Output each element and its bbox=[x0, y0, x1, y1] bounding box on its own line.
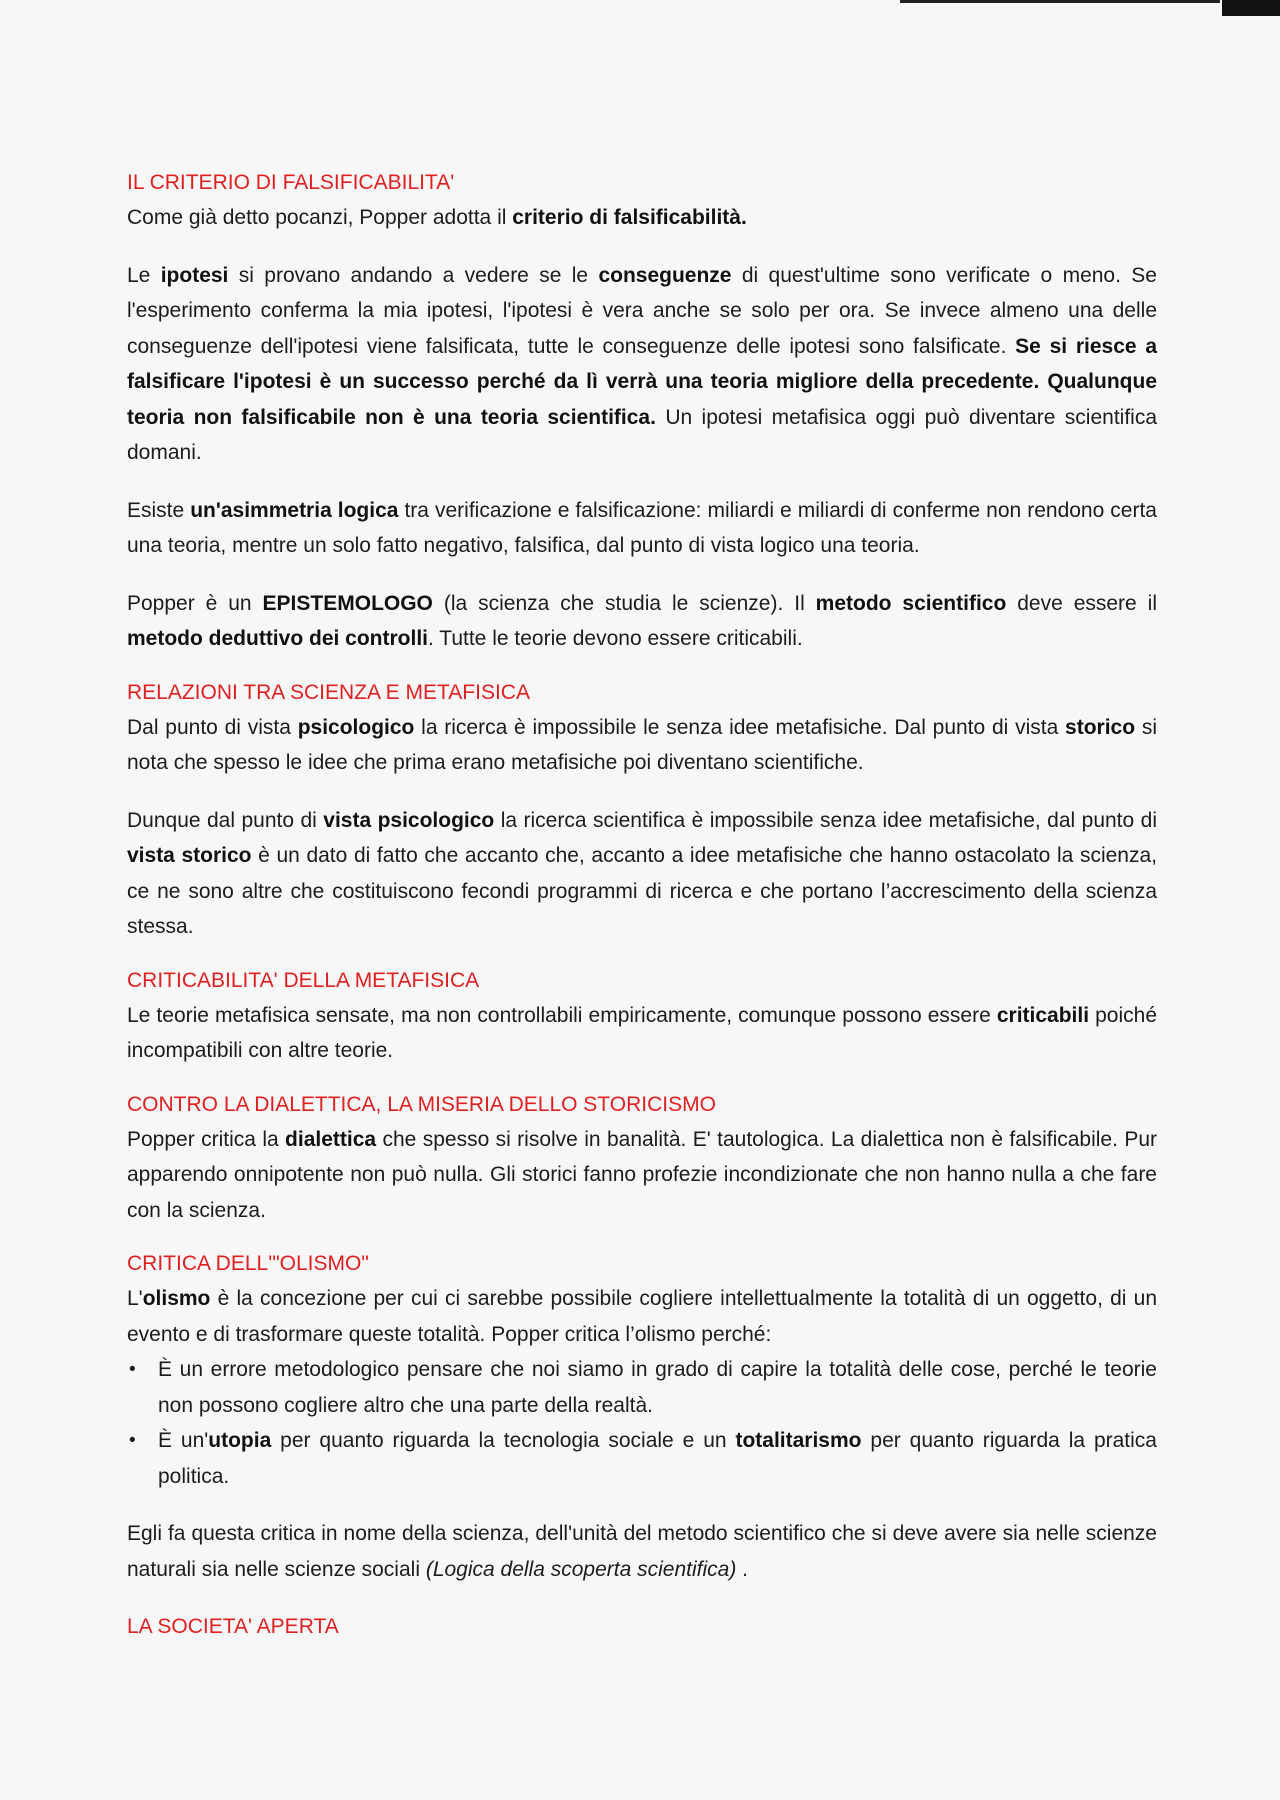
bullet-icon: • bbox=[129, 1359, 136, 1380]
paragraph bbox=[127, 586, 1157, 657]
text: È un' bbox=[158, 1429, 209, 1452]
bold-text: totalitarismo bbox=[735, 1429, 862, 1452]
text: la ricerca è impossibile le senza idee metafisiche. Dal punto di vista bbox=[414, 715, 1066, 739]
text: tra verificazione e falsificazione: miliardi e miliardi di conferme non rendono certa una teoria, mentre un solo fatto negativo, falsifica, dal punto di vista logico una teoria. bbox=[127, 498, 1157, 557]
paragraph bbox=[127, 710, 1157, 781]
text: la ricerca scientifica è impossibile senza idee metafisiche, dal punto di bbox=[494, 808, 1157, 832]
text: è un dato di fatto che accanto che, accanto a idee metafisiche che hanno ostacolato la scienza, ce ne sono altre che costituiscono fecondi programmi di ricerca e che portano l’accrescimento della scienza stessa. bbox=[127, 844, 1157, 938]
text: è la concezione per cui ci sarebbe possibile cogliere intellettualmente la totalità di un oggetto, di un evento e di trasformare queste totalità. Popper critica l’olismo perché: bbox=[127, 1287, 1157, 1346]
text: di quest'ultime sono verificate o meno. Se l'esperimento conferma la mia ipotesi, l'ipotesi è vera anche se solo per ora. Se invece almeno una delle conseguenze dell'ipotesi viene falsificata, tutte le conseguenze delle ipotesi sono falsificate. bbox=[127, 263, 1157, 358]
text: deve essere il bbox=[1006, 591, 1157, 615]
scan-edge-top bbox=[900, 0, 1220, 3]
text: È un errore metodologico pensare che noi siamo in grado di capire la totalità delle cose, perché le teorie non possono cogliere altro che una parte della realtà. bbox=[158, 1358, 1157, 1417]
bold-text: metodo deduttivo dei controlli bbox=[127, 627, 428, 650]
text: L' bbox=[127, 1287, 143, 1310]
bullet-icon: • bbox=[129, 1430, 136, 1451]
text: Le teorie metafisica sensate, ma non controllabili empiricamente, comunque possono essere bbox=[127, 1003, 997, 1027]
paragraph bbox=[127, 998, 1157, 1069]
text: che spesso si risolve in banalità. E' tautologica. La dialettica non è falsificabile. Pur apparendo onnipotente non può nulla. Gli storici fanno profezie incondizionate che non hanno nulla a che fare con la scienza. bbox=[127, 1127, 1158, 1222]
scan-edge-corner bbox=[1222, 0, 1280, 16]
paragraph bbox=[127, 258, 1157, 471]
heading-criticabilita-metafisica: CRITICABILITA' DELLA METAFISICA bbox=[127, 968, 480, 992]
text: Le bbox=[127, 263, 161, 287]
text: si nota che spesso le idee che prima erano metafisiche poi diventano scientifiche. bbox=[127, 715, 1157, 774]
bold-text: criterio di falsificabilità. bbox=[512, 206, 747, 229]
bold-text: Se si riesce a falsificare l'ipotesi è un successo perché da lì verrà una teoria migliore della precedente. Qualunque teoria non falsificabile non è una teoria scientifica. bbox=[127, 334, 1157, 429]
bold-text: un'asimmetria logica bbox=[190, 498, 399, 522]
text: per quanto riguarda la tecnologia sociale e un bbox=[271, 1429, 736, 1452]
text: Egli fa questa critica in nome della scienza, dell'unità del metodo scientifico che si deve avere sia nelle scienze naturali sia nelle scienze sociali bbox=[127, 1522, 1157, 1581]
bold-text: dialettica bbox=[285, 1127, 377, 1151]
bold-text: ipotesi bbox=[160, 263, 229, 287]
text: Dal punto di vista bbox=[127, 715, 298, 739]
heading-critica-olismo: CRITICA DELL'"OLISMO" bbox=[127, 1252, 369, 1275]
bold-text: vista psicologico bbox=[323, 808, 495, 832]
text: (la scienza che studia le scienze). Il bbox=[432, 591, 816, 615]
text: si provano andando a vedere se le bbox=[228, 263, 599, 287]
bold-text: storico bbox=[1065, 715, 1136, 739]
text: . bbox=[736, 1557, 748, 1581]
text: Un ipotesi metafisica oggi può diventare scientifica domani. bbox=[127, 405, 1157, 464]
text: Dunque dal punto di bbox=[127, 808, 324, 832]
text: Popper critica la bbox=[127, 1127, 286, 1151]
text: poiché incompatibili con altre teorie. bbox=[127, 1003, 1158, 1062]
heading-relazioni-scienza-metafisica: RELAZIONI TRA SCIENZA E METAFISICA bbox=[127, 680, 530, 704]
text: Popper è un bbox=[127, 591, 263, 615]
paragraph bbox=[127, 1122, 1157, 1229]
paragraph bbox=[127, 803, 1157, 945]
bold-text: conseguenze bbox=[598, 263, 732, 287]
list-item bbox=[127, 1352, 1157, 1423]
bold-text: psicologico bbox=[297, 715, 415, 739]
paragraph bbox=[127, 200, 1157, 236]
bold-text: olismo bbox=[142, 1287, 211, 1310]
paragraph bbox=[127, 1516, 1157, 1587]
bold-text: vista storico bbox=[127, 844, 252, 867]
heading-societa-aperta: LA SOCIETA' APERTA bbox=[127, 1615, 339, 1638]
text: . Tutte le teorie devono essere criticabili. bbox=[428, 627, 803, 650]
bullet-list bbox=[127, 1352, 1157, 1494]
bold-text: criticabili bbox=[996, 1003, 1090, 1027]
bold-text: metodo scientifico bbox=[815, 591, 1007, 615]
text: per quanto riguarda la pratica politica. bbox=[158, 1429, 1157, 1488]
list-item bbox=[127, 1423, 1157, 1494]
paragraph bbox=[127, 1281, 1157, 1352]
document-page bbox=[127, 165, 1157, 1644]
text: Esiste bbox=[127, 498, 191, 522]
paragraph bbox=[127, 493, 1157, 564]
heading-criterio-falsificabilita: IL CRITERIO DI FALSIFICABILITA' bbox=[127, 171, 455, 194]
bold-text: utopia bbox=[208, 1429, 272, 1452]
bold-text: EPISTEMOLOGO bbox=[262, 591, 433, 615]
heading-contro-dialettica: CONTRO LA DIALETTICA, LA MISERIA DELLO STORICISMO bbox=[127, 1092, 716, 1116]
text: Come già detto pocanzi, Popper adotta il bbox=[127, 206, 513, 229]
italic-text: (Logica della scoperta scientifica) bbox=[425, 1557, 737, 1581]
